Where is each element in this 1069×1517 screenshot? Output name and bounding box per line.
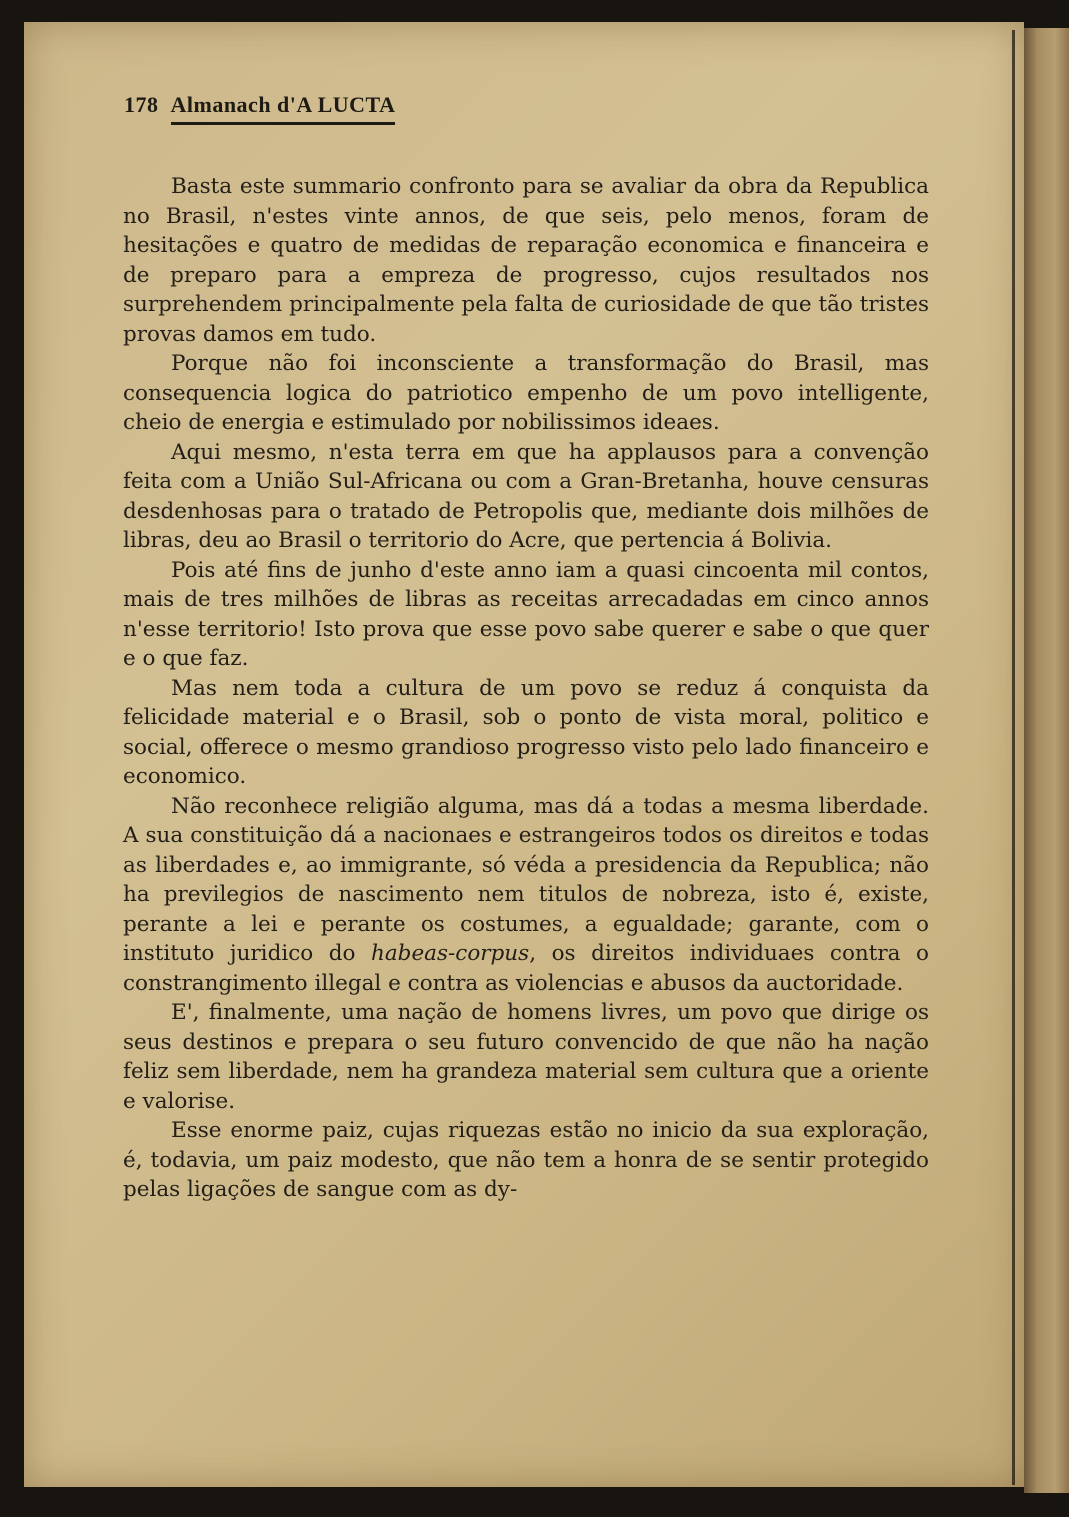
paragraph-6-text-before: Não reconhece religião alguma, mas dá a todas a mesma liberdade. A sua constituição dá a nacionaes e estrangeiros todos os direitos e todas as liberdades e, ao immigrante, só véda a presidencia da Republica; não ha previlegios de nascimento nem titulos de nobreza, isto é, existe, perante a lei e perante os costumes, a egualdade; garante, com o instituto juridico do <box>123 793 929 966</box>
paragraph-8: Esse enorme paiz, cujas riquezas estão no inicio da sua exploração, é, todavia, um paiz modesto, que não tem a honra de se sentir protegido pelas ligações de sangue com as dy- <box>123 1118 929 1202</box>
paragraph-7: E', finalmente, uma nação de homens livres, um povo que dirige os seus destinos e prepara o seu futuro convencido de que não ha nação feliz sem liberdade, nem ha grandeza material sem cultura que a oriente e valorise. <box>123 1000 929 1114</box>
paragraph-1: Basta este summario confronto para se avaliar da obra da Republica no Brasil, n'estes vinte annos, de que seis, pelo menos, foram de hesitações e quatro de medidas de reparação economica e financeira e de preparo para a empreza de progresso, cujos resultados nos surprehendem principalmente pela falta de curiosidade de que tão tristes provas damos em tudo. <box>123 174 929 347</box>
paragraph-6 <box>123 792 929 999</box>
paragraph-6-text-after: , os direitos individuaes contra o constrangimento illegal e contra as violencias e abusos da auctoridade. <box>123 941 929 996</box>
page-fold-line <box>1012 30 1015 1485</box>
paragraph-2: Porque não foi inconsciente a transformação do Brasil, mas consequencia logica do patriotico empenho de um povo intelligente, cheio de energia e estimulado por nobilissimos ideaes. <box>123 351 929 435</box>
page-number: 178 <box>124 92 159 117</box>
adjacent-page-edge <box>1024 28 1069 1493</box>
paragraph-5: Mas nem toda a cultura de um povo se reduz á conquista da felicidade material e o Brasil, sob o ponto de vista moral, politico e social, offerece o mesmo grandioso progresso visto pelo lado financeiro e economico. <box>123 675 929 789</box>
running-title: Almanach d'A LUCTA <box>171 92 396 125</box>
paragraph-3: Aqui mesmo, n'esta terra em que ha applausos para a convenção feita com a União Sul-Africana ou com a Gran-Bretanha, houve censuras desdenhosas para o tratado de Petropolis que, mediante dois milhões de libras, deu ao Brasil o territorio do Acre, que pertencia á Bolivia. <box>123 439 929 553</box>
paragraph-4: Pois até fins de junho d'este anno iam a quasi cincoenta mil contos, mais de tres milhões de libras as receitas arrecadadas em cinco annos n'esse territorio! Isto prova que esse povo sabe querer e sabe o que quer e o que faz. <box>123 557 929 671</box>
paragraph-6-italic-term: habeas-corpus <box>371 941 530 966</box>
body-text <box>123 172 929 1205</box>
running-header <box>124 92 395 125</box>
